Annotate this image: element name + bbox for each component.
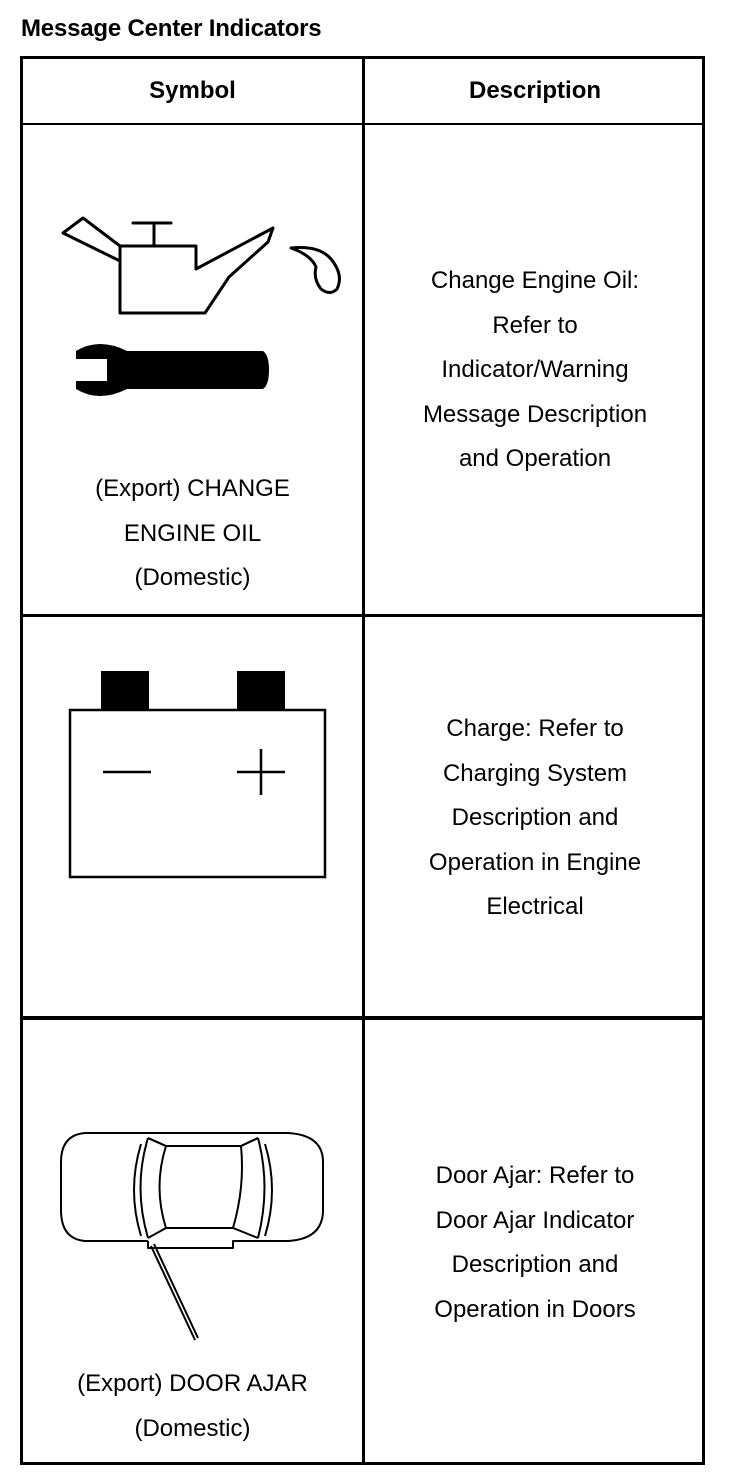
description-line: Refer to bbox=[492, 311, 578, 339]
description-line: Message Description bbox=[422, 400, 648, 428]
table-row bbox=[23, 1020, 702, 1462]
symbol-caption-line: (Export) CHANGE bbox=[95, 475, 290, 502]
description-line: Charge: Refer to bbox=[446, 715, 624, 742]
indicator-table bbox=[20, 56, 705, 1465]
symbol-caption-line: ENGINE OIL bbox=[123, 519, 262, 547]
description-line: Electrical bbox=[486, 893, 584, 920]
symbol-caption-line: (Domestic) bbox=[134, 1414, 251, 1442]
header-symbol: Symbol bbox=[149, 77, 236, 104]
table-row bbox=[23, 125, 702, 614]
battery-icon bbox=[23, 617, 362, 1016]
description-line: Indicator/Warning bbox=[441, 356, 629, 383]
page-title: Message Center Indicators bbox=[21, 15, 322, 42]
description-line: Door Ajar Indicator bbox=[435, 1206, 635, 1234]
table-header-row bbox=[23, 59, 702, 125]
description-line: Operation in Engine bbox=[428, 848, 642, 876]
symbol-caption-line: (Export) DOOR AJAR bbox=[77, 1370, 308, 1397]
symbol-caption-line: (Domestic) bbox=[134, 564, 251, 591]
description-line: and Operation bbox=[458, 445, 612, 472]
description-line: Change Engine Oil: bbox=[430, 267, 640, 294]
description-line: Operation in Doors bbox=[434, 1295, 636, 1323]
description-line: Charging System bbox=[442, 759, 628, 787]
description-line: Description and bbox=[451, 804, 619, 831]
description-line: Door Ajar: Refer to bbox=[435, 1162, 635, 1189]
table-row bbox=[23, 617, 702, 1016]
description-line: Description and bbox=[451, 1251, 619, 1278]
header-description: Description bbox=[468, 77, 602, 104]
